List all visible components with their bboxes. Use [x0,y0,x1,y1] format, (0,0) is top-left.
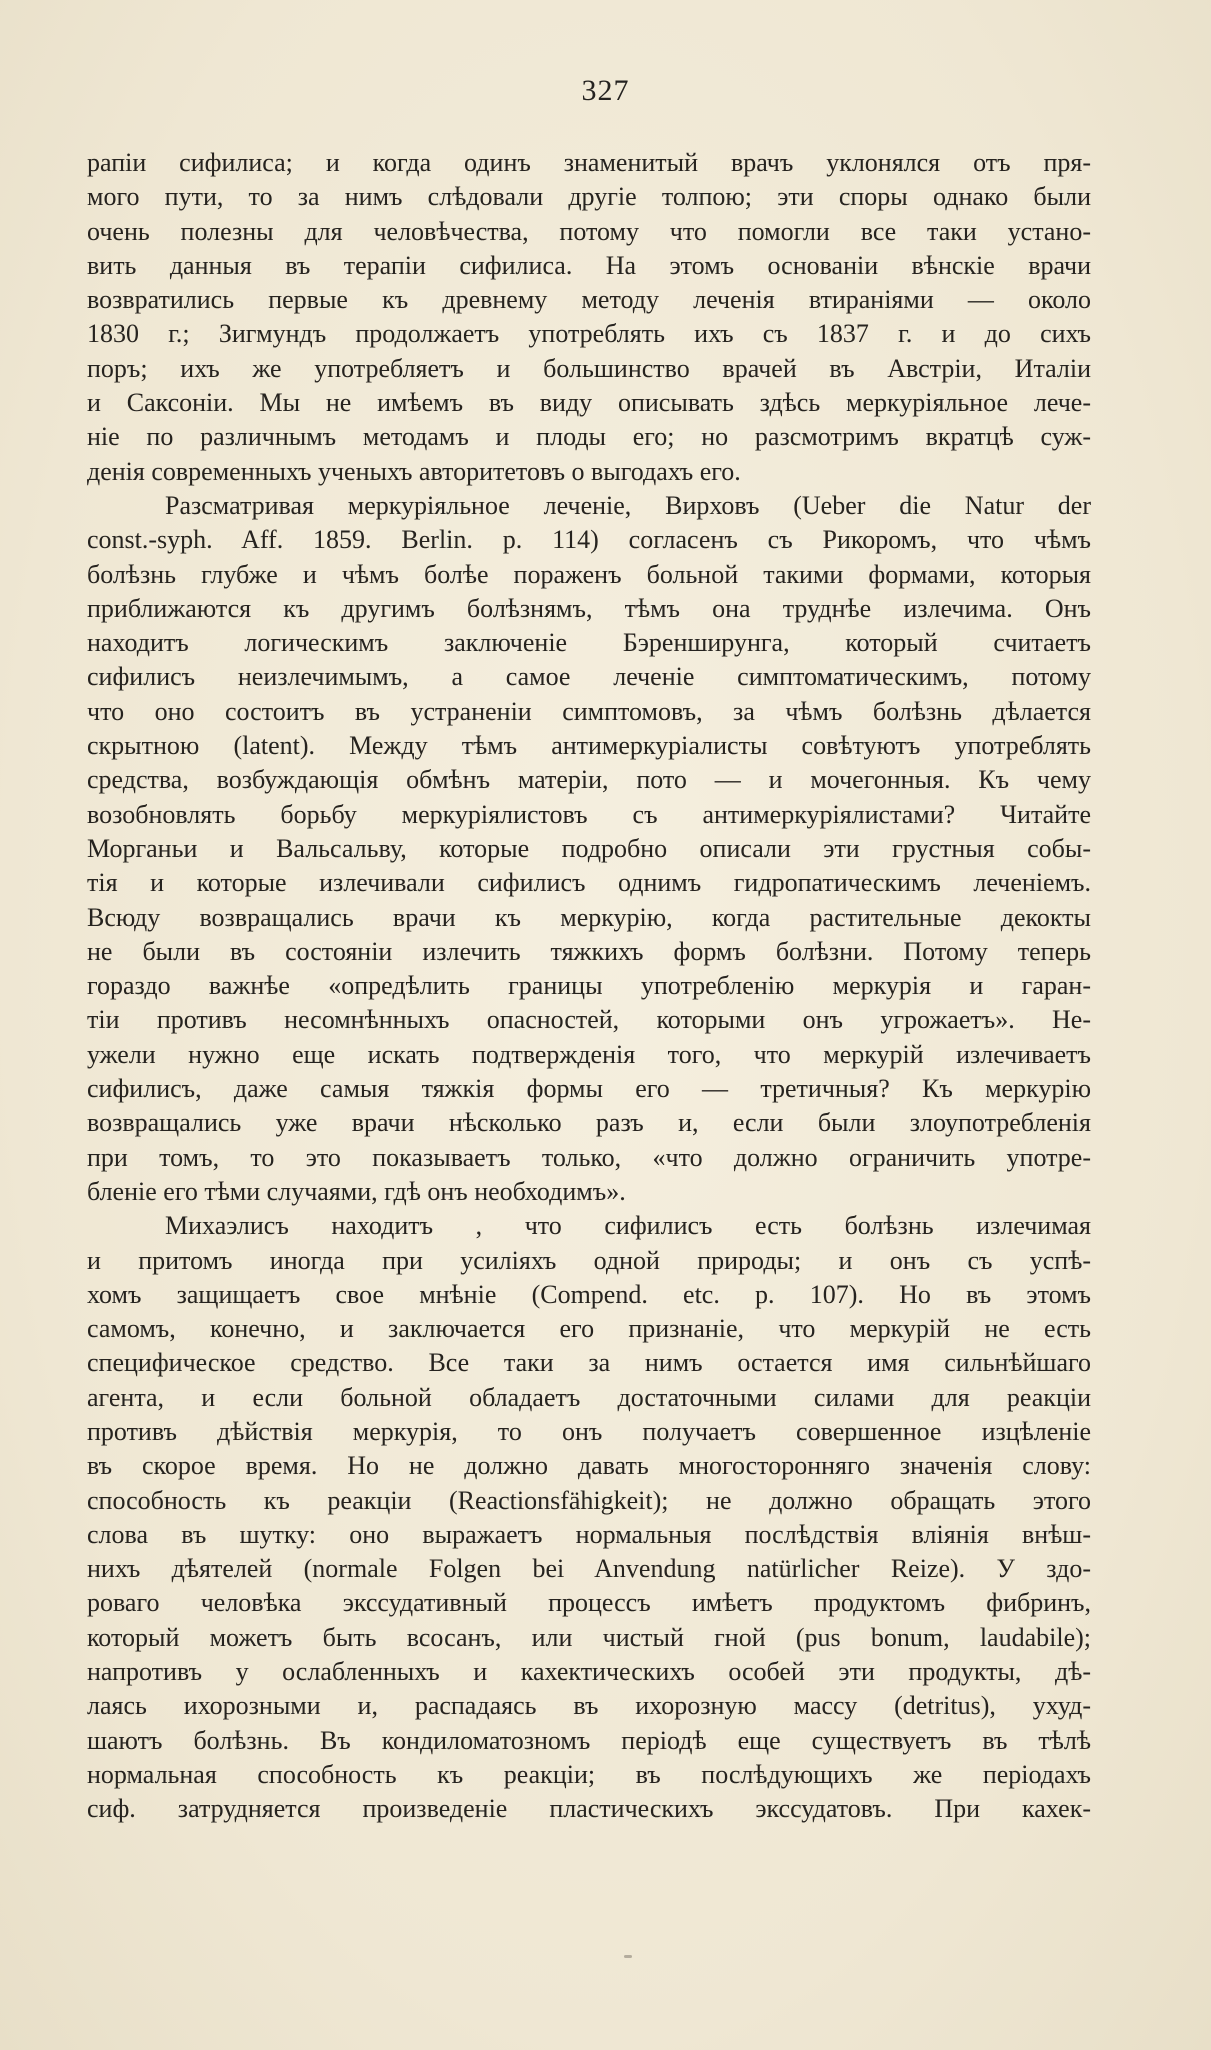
ink-speck [624,1955,632,1958]
text-line: приближаются къ другимъ болѣзнямъ, тѣмъ она труднѣе излечима. Онъ [87,593,1091,623]
text-line: возвратились первые къ древнему методу леченія втираніями — около [87,285,1091,315]
text-line: Всюду возвращались врачи къ меркурію, когда растительные декокты [87,902,1091,932]
text-line: при томъ, то это показываетъ только, «что должно ограничить употре- [87,1142,1091,1172]
text-line: очень полезны для человѣчества, потому что помогли все таки устано- [87,216,1091,246]
text-line: мого пути, то за нимъ слѣдовали другіе толпою; эти споры однако были [87,182,1091,212]
text-line: и притомъ иногда при усиліяхъ одной природы; и онъ съ успѣ- [87,1245,1091,1275]
text-line: ніе по различнымъ методамъ и плоды его; но разсмотримъ вкратцѣ суж- [87,422,1091,452]
text-line: самомъ, конечно, и заключается его признаніе, что меркурій не есть [87,1314,1091,1344]
text-line: Разсматривая меркуріяльное леченіе, Вирховъ (Ueber die Natur der [165,490,1091,520]
text-line: рапіи сифилиса; и когда одинъ знаменитый врачъ уклонялся отъ пря- [87,148,1091,177]
text-line: возвращались уже врачи нѣсколько разъ и, если были злоупотребленія [87,1108,1091,1138]
text-line: роваго человѣка экссудативный процессъ имѣетъ продуктомъ фибринъ, [87,1588,1091,1618]
text-line: не были въ состояніи излечить тяжкихъ формъ болѣзни. Потому теперь [87,936,1091,966]
text-line: const.-syph. Aff. 1859. Berlin. p. 114) согласенъ съ Рикоромъ, что чѣмъ [87,525,1091,555]
text-line: въ скорое время. Но не должно давать многосторонняго значенія слову: [87,1451,1091,1481]
text-line: что оно состоитъ въ устраненіи симптомовъ, за чѣмъ болѣзнь дѣлается [87,696,1091,726]
text-line: сиф. затрудняется произведеніе пластическихъ экссудатовъ. При кахек- [87,1794,1091,1824]
text-line: хомъ защищаетъ свое мнѣніе (Compend. etc. p. 107). Но въ этомъ [87,1279,1091,1309]
page-number: 327 [581,74,630,107]
text-line: денія современныхъ ученыхъ авторитетовъ о выгодахъ его. [87,456,741,486]
text-line: ужели нужно еще искать подтвержденія того, что меркурій излечиваетъ [87,1039,1091,1069]
text-line: гораздо важнѣе «опредѣлить границы употребленію меркурія и гаран- [87,971,1091,1001]
text-line: средства, возбуждающія обмѣнъ матеріи, пото — и мочегонныя. Къ чему [87,765,1091,795]
text-line: лаясь ихорозными и, распадаясь въ ихорозную массу (detritus), ухуд- [87,1691,1091,1721]
text-line: 1830 г.; Зигмундъ продолжаетъ употреблять ихъ съ 1837 г. и до сихъ [87,319,1091,349]
text-line: слова въ шутку: оно выражаетъ нормальныя послѣдствія вліянія внѣш- [87,1519,1091,1549]
text-line: находитъ логическимъ заключеніе Бэренширунга, который считаетъ [87,628,1091,658]
text-line: сифилисъ, даже самыя тяжкія формы его — третичныя? Къ меркурію [87,1074,1091,1104]
text-line: Морганьи и Вальсальву, которые подробно описали эти грустныя собы- [87,833,1091,863]
text-line: агента, и если больной обладаетъ достаточными силами для реакціи [87,1382,1091,1412]
body-text [87,146,1091,1827]
text-line: тіи противъ несомнѣнныхъ опасностей, которыми онъ угрожаетъ». Не- [87,1005,1091,1035]
text-line: тія и которые излечивали сифилисъ однимъ гидропатическимъ леченіемъ. [87,868,1091,898]
text-line: способность къ реакціи (Reactionsfähigkeit); не должно обращать этого [87,1485,1091,1515]
text-line: и Саксоніи. Мы не имѣемъ въ виду описывать здѣсь меркуріяльное лече- [87,388,1091,418]
text-line: нихъ дѣятелей (normale Folgen bei Anvendung natürlicher Reize). У здо- [87,1554,1091,1584]
text-line: специфическое средство. Все таки за нимъ остается имя сильнѣйшаго [87,1348,1091,1378]
text-line: Михаэлисъ находитъ , что сифилисъ есть болѣзнь излечимая [165,1211,1091,1241]
text-line: напротивъ у ослабленныхъ и кахектическихъ особей эти продукты, дѣ- [87,1657,1091,1687]
text-line: сифилисъ неизлечимымъ, а самое леченіе симптоматическимъ, потому [87,662,1091,692]
text-line: поръ; ихъ же употребляетъ и большинство врачей въ Австріи, Италіи [87,353,1091,383]
text-line: вить данныя въ терапіи сифилиса. На этомъ основаніи вѣнскіе врачи [87,250,1091,280]
text-line: нормальная способность къ реакціи; въ послѣдующихъ же періодахъ [87,1759,1091,1789]
text-line: противъ дѣйствія меркурія, то онъ получаетъ совершенное изцѣленіе [87,1416,1091,1446]
text-line: возобновлять борьбу меркуріялистовъ съ антимеркуріялистами? Читайте [87,799,1091,829]
text-line: шаютъ болѣзнь. Въ кондиломатозномъ періодѣ еще существуетъ въ тѣлѣ [87,1725,1091,1755]
text-line: болѣзнь глубже и чѣмъ болѣе пораженъ больной такими формами, которыя [87,559,1091,589]
text-line: бленіе его тѣми случаями, гдѣ онъ необходимъ». [87,1176,626,1206]
text-line: который можетъ быть всосанъ, или чистый гной (pus bonum, laudabile); [87,1622,1091,1652]
text-line: скрытною (latent). Между тѣмъ антимеркуріалисты совѣтуютъ употреблять [87,731,1091,761]
